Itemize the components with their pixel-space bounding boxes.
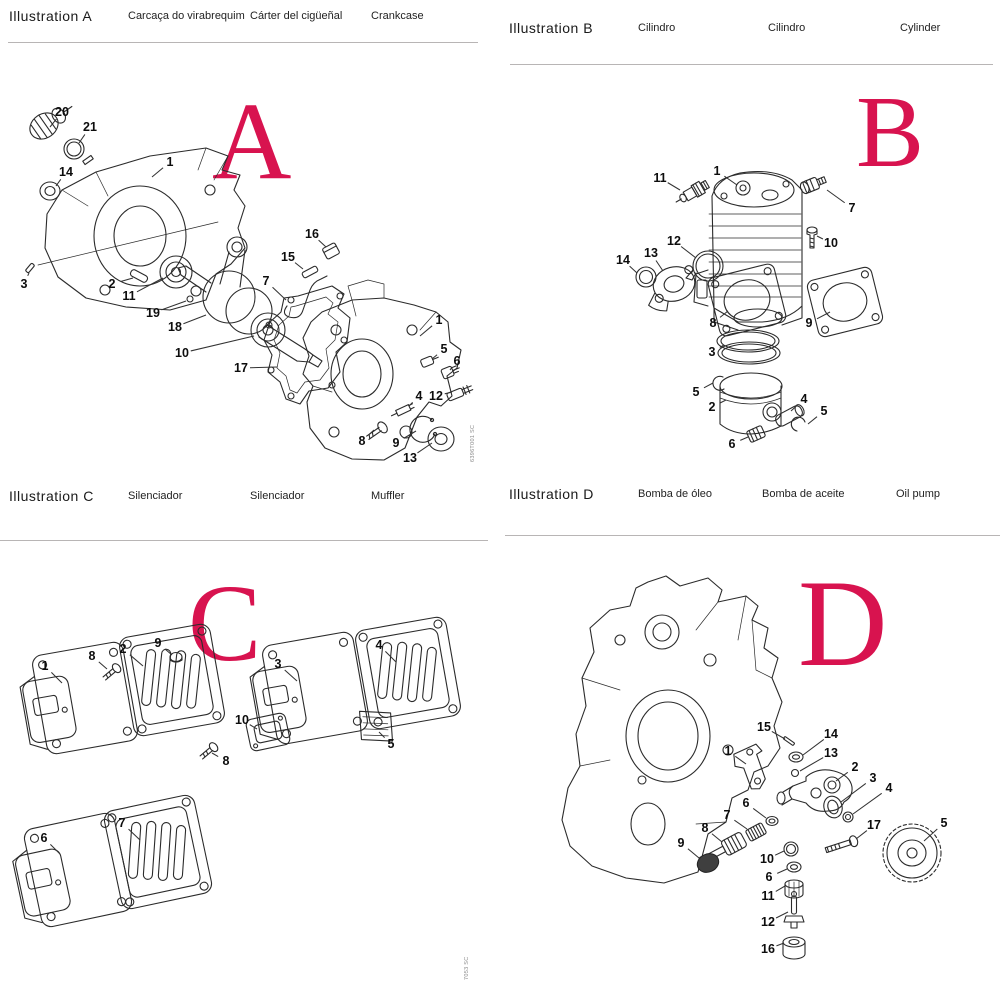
pump-bracket (731, 743, 771, 793)
panel-b-title: Illustration B (509, 20, 594, 36)
panel-c-label-en: Muffler (371, 490, 405, 502)
callout-b-10: 10 (824, 236, 838, 250)
callout-c-5: 5 (387, 737, 395, 751)
intake-manifold (641, 262, 702, 315)
oil-filler-cap (25, 97, 79, 145)
callout-b-7: 7 (848, 201, 856, 215)
panel-b-letter: B (856, 76, 925, 189)
callout-d-2: 2 (851, 760, 859, 774)
muffler-cover-4 (354, 616, 462, 730)
muffler-shell-3 (245, 631, 369, 748)
callout-c-10: 10 (235, 713, 249, 727)
callout-b-14: 14 (616, 253, 630, 267)
callout-a-2: 2 (108, 277, 116, 291)
ball-bearing-left (160, 256, 192, 288)
callout-leader-line (735, 756, 746, 764)
callout-leader-line (99, 662, 107, 669)
spark-plug (673, 178, 711, 207)
callout-d-1: 1 (724, 744, 732, 758)
callout-a-20: 20 (55, 105, 69, 119)
callout-d-6: 6 (765, 870, 773, 884)
callout-d-4: 4 (885, 781, 893, 795)
panel-d-label-pt: Bomba de óleo (638, 488, 712, 500)
callout-leader-line (273, 287, 286, 300)
panel-c-label-es: Silenciador (250, 490, 305, 502)
callout-b-8: 8 (709, 316, 717, 330)
callout-leader-line (734, 820, 747, 829)
callout-leader-line (704, 383, 713, 388)
decompression-valve (799, 174, 828, 195)
callout-leader-line (681, 247, 696, 258)
panel-c-label-pt: Silenciador (128, 490, 183, 502)
callout-a-7: 7 (262, 274, 270, 288)
pump-screw-17 (824, 835, 859, 856)
worm-gear-sprocket (883, 824, 941, 882)
bolt-8 (364, 420, 389, 442)
callout-leader-line (152, 168, 163, 177)
panel-b-label-en: Cylinder (900, 22, 941, 34)
callout-d-17: 17 (867, 818, 881, 832)
muffler-shell-6 (7, 812, 133, 932)
callout-leader-line (668, 183, 680, 190)
callout-leader-line (753, 808, 766, 818)
panel-a-title: Illustration A (9, 8, 93, 24)
callout-d-8: 8 (701, 821, 709, 835)
callout-b-11: 11 (653, 171, 667, 185)
panel-a-label-es: Cárter del cigüeñal (250, 10, 343, 22)
ball-bearing-right (251, 313, 285, 347)
panel-illustration-a (0, 0, 500, 480)
washer-6a (766, 817, 778, 826)
callout-leader-line (803, 739, 824, 755)
piston-rings (717, 330, 780, 364)
callout-leader-line (319, 240, 326, 247)
plate-code-c: 7053 SC (464, 956, 470, 980)
manifold-ring (636, 267, 656, 287)
callout-a-3: 3 (20, 277, 28, 291)
piston (720, 373, 782, 434)
panel-illustration-d (500, 480, 1000, 1000)
callout-d-12: 12 (761, 915, 775, 929)
callout-leader-line (775, 851, 784, 855)
panel-b-label-pt: Cilindro (638, 22, 676, 34)
washer-4 (843, 812, 853, 822)
panel-d-title: Illustration D (509, 486, 594, 502)
callout-leader-line (841, 783, 866, 802)
callout-d-3: 3 (869, 771, 877, 785)
callout-leader-line (28, 273, 29, 276)
callout-leader-line (777, 869, 787, 873)
pump-pin-15 (783, 736, 795, 745)
callout-leader-line (817, 236, 823, 239)
panel-illustration-c (0, 480, 500, 1000)
callout-leader-line (808, 417, 817, 424)
callout-a-1: 1 (435, 313, 443, 327)
callout-c-8: 8 (88, 649, 96, 663)
callout-leader-line (56, 179, 61, 186)
panel-illustration-b (500, 0, 1000, 480)
callout-leader-line (285, 670, 297, 681)
callout-leader-line (656, 260, 663, 271)
callout-leader-line (212, 753, 218, 757)
callout-leader-line (121, 278, 133, 282)
callout-c-4: 4 (375, 638, 383, 652)
dowel-pin (25, 263, 34, 273)
muffler-cover-2 (118, 623, 226, 737)
callout-leader-line (853, 793, 882, 814)
callout-a-5: 5 (440, 342, 448, 356)
oil-pump-exploded-diagram (500, 480, 1000, 1000)
crankcase-right-half (303, 280, 461, 460)
callout-b-4: 4 (800, 392, 808, 406)
pump-seal-3 (821, 794, 845, 820)
callout-leader-line (250, 367, 277, 368)
o-ring-10 (784, 842, 798, 856)
wrist-pin-clip-a (713, 376, 724, 390)
callout-b-12: 12 (667, 234, 681, 248)
woodruff-key (129, 269, 148, 284)
callout-a-1: 1 (166, 155, 174, 169)
callout-leader-line (630, 266, 637, 273)
oil-line-fitting (302, 266, 319, 279)
callout-d-5: 5 (940, 816, 948, 830)
callout-leader-line (137, 278, 163, 292)
callout-b-5: 5 (692, 385, 700, 399)
callout-b-5: 5 (820, 404, 828, 418)
muffler-shell-1 (15, 641, 139, 758)
callout-a-18: 18 (168, 320, 182, 334)
pin-19 (187, 296, 193, 302)
callout-a-9: 9 (392, 436, 400, 450)
callout-a-12: 12 (429, 389, 443, 403)
callout-a-11: 11 (122, 289, 136, 303)
bushing-16 (783, 937, 805, 959)
callout-a-4: 4 (415, 389, 423, 403)
callout-c-3: 3 (274, 657, 282, 671)
callout-leader-line (688, 849, 699, 858)
callout-b-13: 13 (644, 246, 658, 260)
callout-leader-line (712, 834, 722, 842)
callout-leader-line (79, 134, 85, 143)
panel-c-title: Illustration C (9, 488, 94, 504)
panel-d-label-es: Bomba de aceite (762, 488, 845, 500)
cylinder-exploded-diagram (500, 0, 1000, 480)
callout-d-13: 13 (824, 746, 838, 760)
callout-leader-line (450, 368, 451, 370)
callout-c-2: 2 (119, 642, 127, 656)
callout-b-1: 1 (713, 164, 721, 178)
callout-d-16: 16 (761, 942, 775, 956)
callout-leader-line (740, 437, 748, 440)
callout-d-14: 14 (824, 727, 838, 741)
callout-leader-line (827, 190, 845, 203)
callout-c-6: 6 (40, 831, 48, 845)
plate-code-a: 6396T001 SC (470, 424, 476, 462)
callout-d-7: 7 (723, 808, 731, 822)
ring-13 (792, 770, 799, 777)
callout-d-11: 11 (761, 889, 775, 903)
callout-d-6: 6 (742, 796, 750, 810)
washer-6b (787, 862, 801, 872)
callout-leader-line (776, 886, 785, 891)
oil-line-cap (322, 242, 340, 259)
cap-pin (83, 155, 93, 164)
callout-leader-line (720, 400, 726, 403)
callout-b-6: 6 (728, 437, 736, 451)
panel-b-label-es: Cilindro (768, 22, 806, 34)
plug-screw-5 (420, 354, 440, 368)
panel-a-label-pt: Carcaça do virabrequim (128, 10, 245, 22)
callout-c-1: 1 (41, 659, 49, 673)
callout-a-16: 16 (305, 227, 319, 241)
callout-b-3: 3 (708, 345, 716, 359)
callout-d-9: 9 (677, 836, 685, 850)
callout-a-17: 17 (234, 361, 248, 375)
cylinder-screw (807, 227, 817, 248)
callout-leader-line (856, 831, 867, 839)
panel-d-letter: D (798, 555, 888, 692)
muffler-screw-8b (198, 741, 219, 761)
muffler-screw-8a (101, 662, 122, 682)
callout-leader-line (191, 336, 254, 351)
callout-b-9: 9 (805, 316, 813, 330)
callout-leader-line (772, 731, 785, 739)
callout-leader-line (420, 326, 432, 336)
panel-c-letter: C (188, 562, 262, 684)
wrist-pin (774, 403, 806, 428)
callout-a-15: 15 (281, 250, 295, 264)
panel-a-label-en: Crankcase (371, 10, 424, 22)
screw-4 (390, 403, 414, 419)
sleeve-11 (785, 880, 803, 898)
callout-leader-line (183, 315, 206, 324)
callout-c-8: 8 (222, 754, 230, 768)
panel-a-letter: A (212, 80, 292, 202)
callout-a-13: 13 (403, 451, 417, 465)
cylinder-gasket-9 (806, 266, 884, 338)
callout-leader-line (724, 176, 737, 185)
worm-7 (745, 822, 767, 841)
wrist-pin-clip-b (791, 417, 805, 431)
callout-d-15: 15 (757, 720, 771, 734)
callout-leader-line (417, 443, 432, 453)
muffler-cover-7 (103, 794, 214, 911)
callout-b-2: 2 (708, 400, 716, 414)
callout-c-7: 7 (118, 816, 126, 830)
washer-14 (789, 752, 803, 762)
callout-c-9: 9 (154, 636, 162, 650)
callout-leader-line (129, 829, 140, 840)
panel-d-label-en: Oil pump (896, 488, 941, 500)
callout-a-8: 8 (358, 434, 366, 448)
crankcase-exploded-diagram (0, 0, 500, 480)
callout-leader-line (379, 732, 385, 738)
callout-a-14: 14 (59, 165, 73, 179)
callout-leader-line (295, 263, 303, 269)
callout-a-21: 21 (83, 120, 97, 134)
oil-pump-body (777, 770, 852, 811)
callout-a-6: 6 (453, 354, 461, 368)
callout-d-10: 10 (760, 852, 774, 866)
callout-a-10: 10 (175, 346, 189, 360)
callout-leader-line (800, 758, 823, 771)
o-ring (64, 139, 84, 159)
callout-a-19: 19 (146, 306, 160, 320)
muffler-exploded-diagram (0, 480, 500, 1000)
